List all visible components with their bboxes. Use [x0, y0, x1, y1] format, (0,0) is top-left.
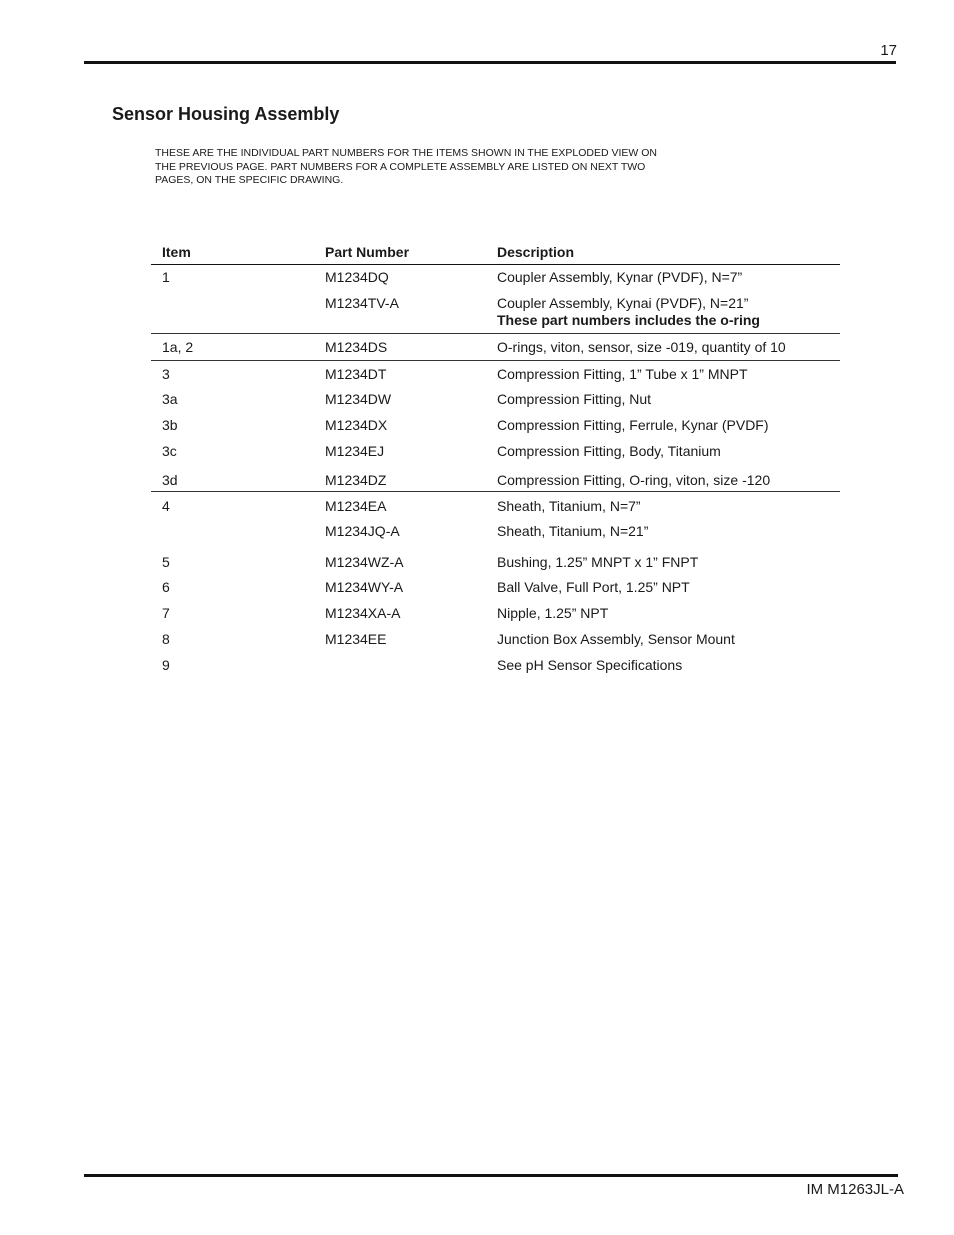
item-cell: [151, 550, 314, 575]
description-cell-text: Ball Valve, Full Port, 1.25” NPT: [497, 579, 690, 595]
item-cell: [151, 652, 314, 678]
table-row: [151, 295, 840, 334]
table-row: [151, 438, 840, 466]
item-cell: [151, 334, 314, 361]
intro-paragraph: THESE ARE THE INDIVIDUAL PART NUMBERS FOR THE ITEMS SHOWN IN THE EXPLODED VIEW ON THE PREVIOUS PAGE. PART NUMBERS FOR A COMPLETE ASSEMBLY ARE LISTED ON NEXT TWO PAGES, ON THE SPECIFIC DRAWING.: [155, 147, 657, 186]
part-number-cell-text: M1234EJ: [325, 443, 385, 459]
table-header-row: [151, 240, 840, 265]
part-number-cell: [314, 466, 486, 492]
description-cell: [486, 387, 840, 412]
document-id: IM M1263JL-A: [806, 1181, 904, 1198]
item-cell-text: 9: [162, 657, 170, 673]
description-cell: [486, 600, 840, 626]
part-number-cell: [314, 550, 486, 575]
parts-table: [151, 240, 840, 678]
footer-rule: [84, 1174, 898, 1177]
part-number-cell-text: M1234EE: [325, 631, 387, 647]
item-cell-text: 3: [162, 366, 170, 382]
item-cell: [151, 361, 314, 388]
item-cell-text: 3c: [162, 443, 177, 459]
item-cell: [151, 387, 314, 412]
part-number-cell-text: M1234WY-A: [325, 579, 404, 595]
parts-table-body: [151, 265, 840, 679]
item-cell: [151, 265, 314, 296]
description-cell: [486, 626, 840, 652]
part-number-cell-text: M1234DQ: [325, 269, 389, 285]
part-number-cell: [314, 295, 486, 334]
description-cell-text: Bushing, 1.25” MNPT x 1” FNPT: [497, 554, 699, 570]
description-cell-text: Coupler Assembly, Kynai (PVDF), N=21”: [497, 295, 749, 311]
description-cell-text: Compression Fitting, Ferrule, Kynar (PVDF): [497, 417, 769, 433]
item-cell-text: 1: [162, 269, 170, 285]
item-cell-text: 1a, 2: [162, 339, 194, 355]
part-number-cell: [314, 438, 486, 466]
description-cell: [486, 519, 840, 550]
description-cell-text: Compression Fitting, O-ring, viton, size -120: [497, 472, 771, 488]
part-number-cell: [314, 600, 486, 626]
table-row: [151, 550, 840, 575]
table-row: [151, 600, 840, 626]
table-row: [151, 466, 840, 492]
part-number-cell: [314, 519, 486, 550]
part-number-cell-text: M1234DT: [325, 366, 387, 382]
description-cell: [486, 361, 840, 388]
part-number-cell: [314, 387, 486, 412]
description-cell: [486, 295, 840, 334]
table-row: [151, 265, 840, 296]
item-cell-text: 6: [162, 579, 170, 595]
table-row: [151, 361, 840, 388]
description-cell-text: Coupler Assembly, Kynar (PVDF), N=7”: [497, 269, 743, 285]
part-number-cell: [314, 626, 486, 652]
description-cell: [486, 652, 840, 678]
description-note: These part numbers includes the o-ring: [497, 312, 760, 328]
description-cell-text: See pH Sensor Specifications: [497, 657, 683, 673]
item-cell-text: 5: [162, 554, 170, 570]
header-rule: [84, 61, 896, 64]
table-row: [151, 387, 840, 412]
item-cell-text: 3d: [162, 472, 178, 488]
table-row: [151, 652, 840, 678]
item-cell-text: 3a: [162, 391, 178, 407]
description-cell-text: Nipple, 1.25” NPT: [497, 605, 609, 621]
page-number: 17: [880, 42, 897, 59]
description-cell-text: Compression Fitting, Body, Titanium: [497, 443, 721, 459]
part-number-cell: [314, 265, 486, 296]
part-number-cell: [314, 492, 486, 520]
table-row: [151, 519, 840, 550]
item-cell: [151, 438, 314, 466]
part-number-cell-text: M1234WZ-A: [325, 554, 404, 570]
item-cell: [151, 295, 314, 334]
part-number-cell-text: M1234DW: [325, 391, 392, 407]
column-header-part-number: Part Number: [314, 240, 486, 265]
part-number-cell: [314, 361, 486, 388]
part-number-cell: [314, 652, 486, 678]
part-number-cell-text: M1234XA-A: [325, 605, 401, 621]
table-row: [151, 626, 840, 652]
description-cell: [486, 550, 840, 575]
item-cell-text: 4: [162, 498, 170, 514]
description-cell: [486, 438, 840, 466]
item-cell-text: 3b: [162, 417, 178, 433]
description-cell: [486, 466, 840, 492]
description-cell-text: Junction Box Assembly, Sensor Mount: [497, 631, 735, 647]
part-number-cell: [314, 575, 486, 600]
description-cell: [486, 492, 840, 520]
part-number-cell-text: M1234DS: [325, 339, 388, 355]
item-cell: [151, 492, 314, 520]
part-number-cell-text: M1234DX: [325, 417, 388, 433]
description-cell-text: Sheath, Titanium, N=21”: [497, 523, 649, 539]
description-cell: [486, 412, 840, 438]
item-cell: [151, 600, 314, 626]
item-cell: [151, 575, 314, 600]
description-cell-text: Compression Fitting, 1” Tube x 1” MNPT: [497, 366, 748, 382]
table-row: [151, 575, 840, 600]
description-cell-text: Sheath, Titanium, N=7”: [497, 498, 641, 514]
item-cell: [151, 626, 314, 652]
description-cell: [486, 265, 840, 296]
item-cell: [151, 412, 314, 438]
section-title: Sensor Housing Assembly: [112, 104, 340, 124]
item-cell-text: 7: [162, 605, 170, 621]
description-cell-text: Compression Fitting, Nut: [497, 391, 652, 407]
column-header-description: Description: [486, 240, 840, 265]
table-row: [151, 492, 840, 520]
part-number-cell-text: M1234DZ: [325, 472, 387, 488]
description-cell-text: O-rings, viton, sensor, size -019, quantity of 10: [497, 339, 786, 355]
item-cell: [151, 466, 314, 492]
description-cell: [486, 334, 840, 361]
column-header-item: Item: [151, 240, 314, 265]
part-number-cell-text: M1234EA: [325, 498, 387, 514]
part-number-cell-text: M1234TV-A: [325, 295, 399, 311]
part-number-cell: [314, 412, 486, 438]
table-row: [151, 412, 840, 438]
item-cell-text: 8: [162, 631, 170, 647]
part-number-cell: [314, 334, 486, 361]
part-number-cell-text: M1234JQ-A: [325, 523, 400, 539]
item-cell: [151, 519, 314, 550]
description-cell: [486, 575, 840, 600]
table-row: [151, 334, 840, 361]
